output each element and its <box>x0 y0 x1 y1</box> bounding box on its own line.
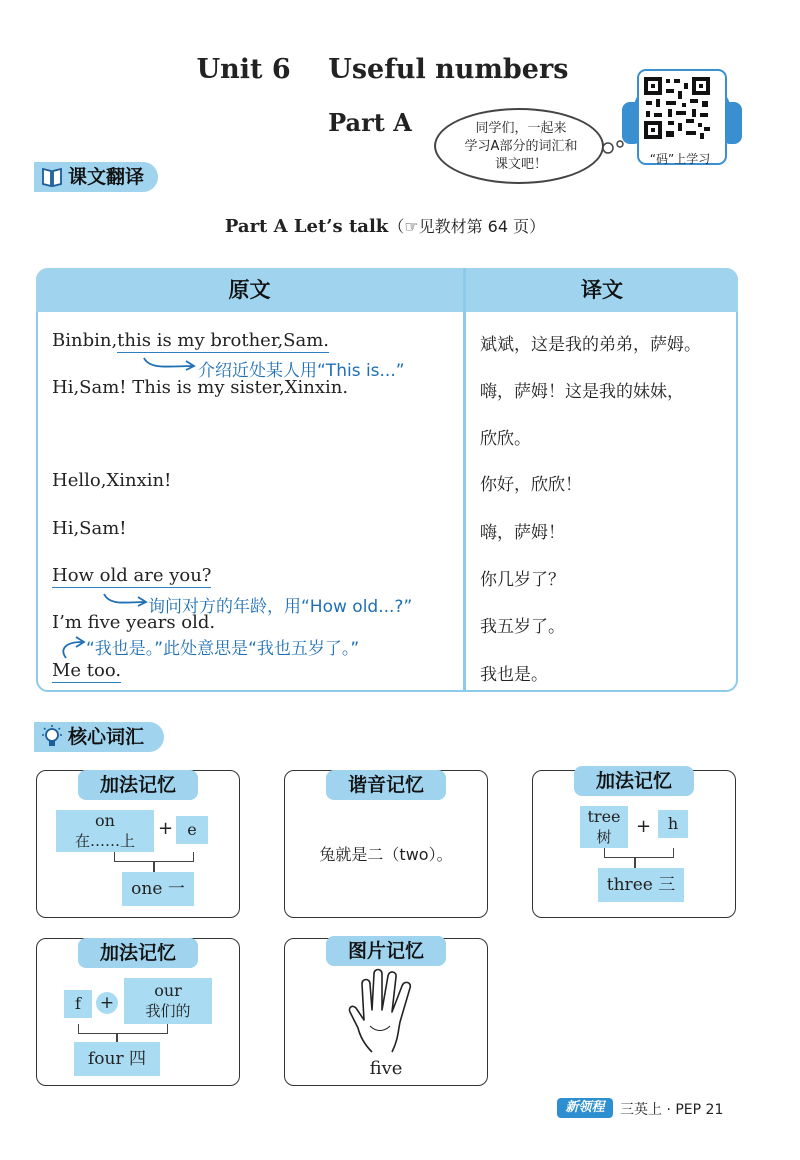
connector-stem <box>634 858 636 868</box>
section-heading-vocab <box>34 722 164 752</box>
qr-label: “码”上学习 <box>649 152 711 166</box>
english-line-1a: Binbin, <box>52 330 118 351</box>
vocab-method-label: 加法记忆 <box>574 766 694 796</box>
chinese-line-7: 我五岁了。 <box>480 617 565 637</box>
textbook-page-ref: （☞见教材第 64 页） <box>388 217 546 236</box>
english-line-3: Hello,Xinxin! <box>52 470 172 491</box>
vocab-method-label: 加法记忆 <box>78 938 198 968</box>
chinese-line-5: 嗨，萨姆！ <box>480 523 565 543</box>
vocab-part-zh: 我们的 <box>145 1002 191 1020</box>
section-heading-translation <box>34 162 158 192</box>
english-line-7 <box>52 660 121 681</box>
bubble-line-1: 同学们，一起来 <box>475 121 567 136</box>
vocab-part-en: our <box>154 981 182 1000</box>
chinese-line-8: 我也是。 <box>480 665 548 685</box>
page-footer: 三英上 · PEP 21 <box>620 1102 724 1118</box>
vocab-mnemonic-two: 兔就是二（two）。 <box>319 845 453 864</box>
arrow-icon <box>100 590 150 608</box>
vocab-part-en: on <box>95 811 115 830</box>
column-divider <box>463 268 466 692</box>
english-line-1b: this is my brother,Sam. <box>117 330 330 351</box>
vocab-part-tree <box>580 806 628 848</box>
part-title: Part A <box>328 108 412 137</box>
chinese-line-3: 欣欣。 <box>480 429 531 449</box>
vocab-method-label: 图片记忆 <box>326 936 446 966</box>
column-header-translation: 译文 <box>466 268 738 312</box>
section-heading-vocab-label: 核心词汇 <box>68 726 145 748</box>
connector-bracket <box>604 848 674 858</box>
plus-sign: + <box>158 818 174 839</box>
book-icon <box>40 165 64 189</box>
note-this-is: 介绍近处某人用“This is...” <box>198 361 405 381</box>
bubble-text <box>446 120 596 174</box>
section-heading-translation-label: 课文翻译 <box>68 166 145 188</box>
bubble-line-3: 课文吧！ <box>494 157 547 172</box>
english-line-2: Hi,Sam! This is my sister,Xinxin. <box>52 377 349 398</box>
connector-stem <box>116 1034 118 1042</box>
english-line-5-text: How old are you? <box>52 565 212 586</box>
vocab-part-h: h <box>658 810 688 838</box>
chinese-line-6: 你几岁了？ <box>480 570 565 590</box>
vocab-part-f: f <box>64 990 92 1018</box>
vocab-result-four: four 四 <box>74 1042 160 1076</box>
connector-bracket <box>114 852 194 862</box>
connector-stem <box>153 862 155 872</box>
talk-title-line <box>0 214 770 237</box>
vocab-method-label: 谐音记忆 <box>326 770 446 800</box>
lightbulb-icon <box>40 725 64 749</box>
brand-badge: 新领程 <box>557 1098 613 1118</box>
qr-code-icon[interactable] <box>642 75 712 141</box>
column-header-original: 原文 <box>36 268 463 312</box>
english-line-5 <box>52 565 211 586</box>
vocab-part-zh: 在……上 <box>74 832 135 850</box>
vocab-part-on <box>56 810 154 852</box>
english-line-6: I’m five years old. <box>52 612 216 633</box>
vocab-word-five: five <box>369 1058 403 1079</box>
arrow-icon <box>58 636 88 662</box>
english-line-7-text: Me too. <box>52 660 122 681</box>
note-how-old: 询问对方的年龄，用“How old...?” <box>148 597 413 617</box>
plus-sign: + <box>96 992 118 1014</box>
note-me-too: “我也是。”此处意思是“我也五岁了。” <box>86 639 360 659</box>
bubble-line-2: 学习A部分的词汇和 <box>464 139 578 154</box>
english-line-1 <box>52 330 329 351</box>
unit-title: Unit 6 Useful numbers <box>196 54 569 85</box>
plus-sign: + <box>636 816 652 837</box>
chinese-line-4: 你好，欣欣！ <box>480 475 582 495</box>
open-hand-icon <box>346 966 430 1056</box>
talk-title: Part A Let’s talk <box>224 216 389 237</box>
english-line-4: Hi,Sam! <box>52 518 127 539</box>
vocab-part-en: tree <box>587 807 621 826</box>
vocab-part-e: e <box>176 816 208 844</box>
chinese-line-1: 斌斌，这是我的弟弟，萨姆。 <box>480 335 701 355</box>
vocab-method-label: 加法记忆 <box>78 770 198 800</box>
vocab-result-three: three 三 <box>598 868 684 902</box>
connector-bracket <box>78 1024 168 1034</box>
vocab-result-one: one 一 <box>122 872 194 906</box>
vocab-part-our <box>124 978 212 1024</box>
chinese-line-2: 嗨，萨姆！这是我的妹妹， <box>480 382 684 402</box>
vocab-part-zh: 树 <box>596 828 612 846</box>
arrow-icon <box>140 354 198 372</box>
